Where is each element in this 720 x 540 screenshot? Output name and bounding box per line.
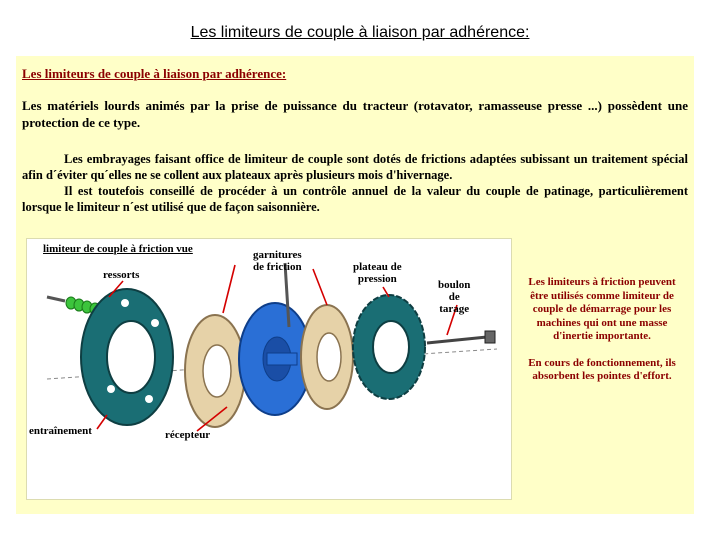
figure-title: limiteur de couple à friction vue [43, 243, 193, 255]
label-recepteur: récepteur [165, 429, 211, 441]
label-boulon-line-1: boulon [438, 279, 471, 291]
label-plateau [353, 261, 402, 285]
intro-paragraph: Les matériels lourds animés par la prise de puissance du tracteur (rotavator, ramasseuse presse ...) possèdent une protection de ce type. [22, 98, 688, 130]
content-panel [16, 56, 694, 514]
bolt-icon [427, 331, 495, 343]
pressure-plate-icon [353, 295, 425, 399]
side-note-startup: Les limiteurs à friction peuvent être utilisés comme limiteur de couple de démarrage pour les machines qui ont une masse d'inertie importante. [528, 276, 676, 342]
label-garnitures-line-1: garnitures [253, 249, 302, 261]
section-heading: Les limiteurs de couple à liaison par adhérence: [22, 66, 287, 81]
side-note-operation: En cours de fonctionnement, ils absorbent les pointes d'effort. [528, 356, 676, 382]
label-plateau-line-2: pression [357, 273, 397, 285]
label-garnitures-line-2: de friction [253, 261, 302, 273]
body-text [22, 151, 688, 215]
label-boulon-line-3: tarage [439, 303, 470, 315]
paragraph-friction-treatment: Les embrayages faisant office de limiteur de couple sont dotés de frictions adaptées subissant un traitement spécial afin d´éviter qu´elles ne se collent aux plateaux après plusieurs mois d'hivernage. [22, 152, 688, 182]
label-boulon [438, 279, 470, 315]
paragraph-annual-check: Il est toutefois conseillé de procéder à un contrôle annuel de la valeur du couple de patinage, particulièrement lorsque le limiteur n´est utilisé que de façon saisonnière. [22, 184, 688, 214]
label-entrainement: entraînement [29, 425, 92, 437]
label-garnitures [253, 249, 302, 273]
side-note [518, 276, 686, 384]
label-plateau-line-1: plateau de [353, 261, 402, 273]
label-ressorts: ressorts [103, 269, 140, 281]
exploded-view-figure [26, 238, 512, 500]
slide-title: Les limiteurs de couple à liaison par adhérence: [190, 24, 530, 41]
label-boulon-line-2: de [448, 291, 460, 303]
driving-hub-icon [81, 289, 173, 425]
